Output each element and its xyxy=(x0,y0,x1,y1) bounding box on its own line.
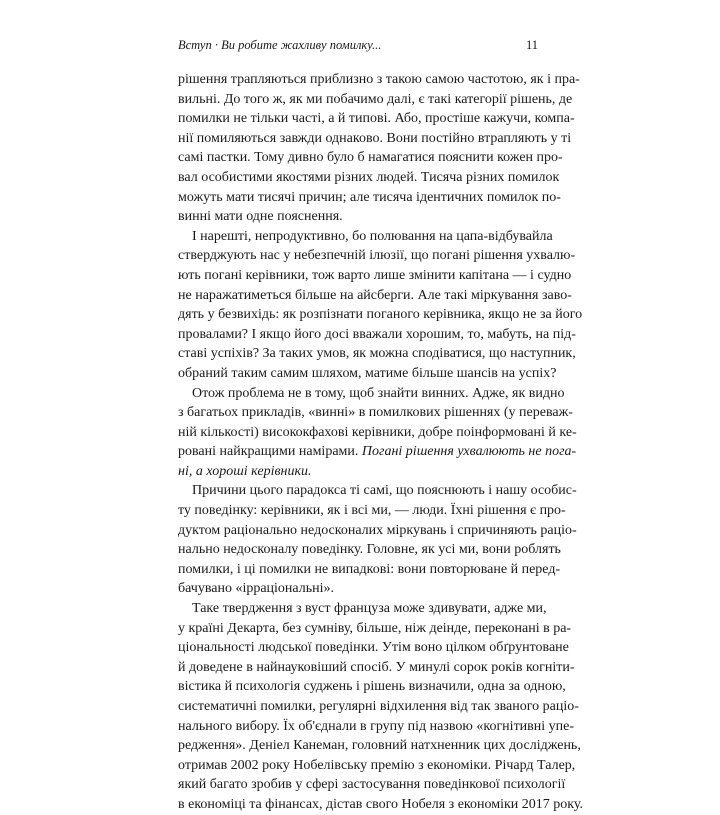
body-text xyxy=(178,70,583,815)
text-line-content: не наражатиметься більше на айсберги. Але такі міркування заво- xyxy=(178,287,572,303)
text-line xyxy=(178,677,566,697)
text-line xyxy=(178,619,572,639)
running-head xyxy=(178,38,538,58)
text-line-content: з багатьох прикладів, «винні» в помилкових рішеннях (у переваж- xyxy=(178,405,573,421)
text-line-content: нального вибору. Їх об'єднали в групу під назвою «когнітивні упе- xyxy=(178,718,575,734)
text-line-content: в економіці та фінансах, дістав свого Нобеля з економіки 2017 року. xyxy=(178,796,583,812)
text-line xyxy=(178,795,583,815)
text-line xyxy=(178,109,575,129)
text-line-content: ціональності людської поведінки. Утім воно цілком обґрунтоване xyxy=(178,640,569,656)
text-line xyxy=(178,305,583,325)
text-line-content: ють погані керівники, тож варто лише змінити капітана — і судно xyxy=(178,267,572,283)
text-line-content: ровані найкращими намірами. xyxy=(178,444,359,460)
text-line xyxy=(178,560,561,580)
text-line xyxy=(178,129,572,149)
text-line-content: який багато зробив у сфері застосування поведінкової психології xyxy=(178,777,566,793)
text-line-content: бачувано «ірраціональні». xyxy=(178,581,335,597)
text-line-content: помилки не тільки часті, а й типові. Або, простіше кажучи, компа- xyxy=(178,111,575,127)
text-line-content: у країні Декарта, без сумніву, більше, ніж деінде, переконані в ра- xyxy=(178,620,572,636)
text-line-content: ній кількості) висококфахові керівники, добре поінформовані й ке- xyxy=(178,424,577,440)
text-line-content: самі пастки. Тому дивно було б намагатися пояснити кожен про- xyxy=(178,150,563,166)
text-line-content: редження». Деніел Канеман, головний натхненник цих досліджень, xyxy=(178,738,581,754)
text-line xyxy=(178,286,572,306)
text-line-content: обраний таким самим шляхом, матиме більше шансів на успіх? xyxy=(178,365,557,381)
text-line xyxy=(178,775,566,795)
text-line xyxy=(178,756,576,776)
text-line-content: дять у безвихідь: як розпізнати поганого керівника, якщо не за його xyxy=(178,307,583,323)
text-line xyxy=(178,579,540,599)
text-line-content: отримав 2002 року Нобелівську премію з економіки. Річард Талер, xyxy=(178,757,576,773)
text-line-content: можуть мати тисячі причин; але тисяча ідентичних помилок по- xyxy=(178,189,561,205)
text-line xyxy=(178,423,577,443)
text-line-content: помилки, і ці помилки не випадкові: вони повторюване й перед- xyxy=(178,561,561,577)
text-line xyxy=(178,168,560,188)
text-line xyxy=(178,325,576,345)
text-line-content: нії помиляються завжди однаково. Вони постійно втрапляють у ті xyxy=(178,130,572,146)
text-line-content: систематичні помилки, регулярні відхилення від так званого раціо- xyxy=(178,699,579,714)
text-line xyxy=(178,344,576,364)
text-line xyxy=(178,599,547,619)
text-line xyxy=(178,384,565,404)
text-line-content: винні мати одне пояснення. xyxy=(178,209,343,225)
text-line xyxy=(178,148,563,168)
text-line xyxy=(178,717,575,737)
text-line-content: Таке твердження з вуст француза може здивувати, адже ми, xyxy=(192,601,547,617)
text-line xyxy=(178,246,576,266)
text-line xyxy=(178,403,573,423)
text-line-content: й доведене в найнауковіший спосіб. У минулі сорок років когніти- xyxy=(178,659,575,675)
text-line-content: стверджують нас у небезпечній ілюзії, що погані рішення ухвалю- xyxy=(178,248,576,264)
text-line-content: ставі успіхів? За таких умов, як можна сподіватися, що наступник, xyxy=(178,346,576,362)
text-line-content: ні, а хороші керівники. xyxy=(178,463,312,479)
page-number: 11 xyxy=(525,38,538,52)
text-line xyxy=(178,364,557,384)
text-line-content: провалами? І якщо його досі вважали хорошим, то, мабуть, на під- xyxy=(178,326,576,342)
running-title: Вступ · Ви робите жахливу помилку... xyxy=(178,38,382,52)
text-line xyxy=(178,481,577,501)
text-line xyxy=(178,442,577,462)
text-line xyxy=(178,207,540,227)
text-line xyxy=(178,501,566,521)
text-line-content: І нарешті, непродуктивно, бо полювання на цапа-відбувайла xyxy=(192,228,553,244)
text-line xyxy=(178,658,575,678)
text-line-content: дуктом раціонально недосконалих міркувань і спричиняють раціо- xyxy=(178,522,577,538)
text-line-content: вал особистими якостями різних людей. Тисяча різних помилок xyxy=(178,169,560,185)
text-line-content: ту поведінку: керівники, як і всі ми, — люди. Їхні рішення є про- xyxy=(178,503,566,519)
text-line-content: нально недосконалу поведінку. Головне, як усі ми, вони роблять xyxy=(178,542,561,558)
text-line xyxy=(178,90,573,110)
text-line-content: Отож проблема не в тому, щоб знайти винних. Адже, як видно xyxy=(192,385,565,401)
text-line xyxy=(178,697,579,717)
text-line xyxy=(178,462,540,482)
text-line xyxy=(178,638,569,658)
text-line xyxy=(178,540,561,560)
text-line-content: рішення трапляються приблизно з такою самою частотою, як і пра- xyxy=(178,72,580,87)
text-line-content: вильні. До того ж, як ми побачимо далі, є такі категорії рішень, де xyxy=(178,91,573,107)
text-line xyxy=(178,188,561,208)
text-line xyxy=(178,70,580,90)
text-line xyxy=(178,521,577,541)
text-line xyxy=(178,736,581,756)
text-line-content: вістика й психологія суджень і рішень визначили, одна за одною, xyxy=(178,679,566,695)
text-line xyxy=(178,266,572,286)
text-line-italic-tail: Погані рішення ухвалюють не пога- xyxy=(358,444,577,460)
text-line-content: Причини цього парадокса ті самі, що пояснюють і нашу особис- xyxy=(192,483,577,499)
text-line xyxy=(178,227,553,247)
